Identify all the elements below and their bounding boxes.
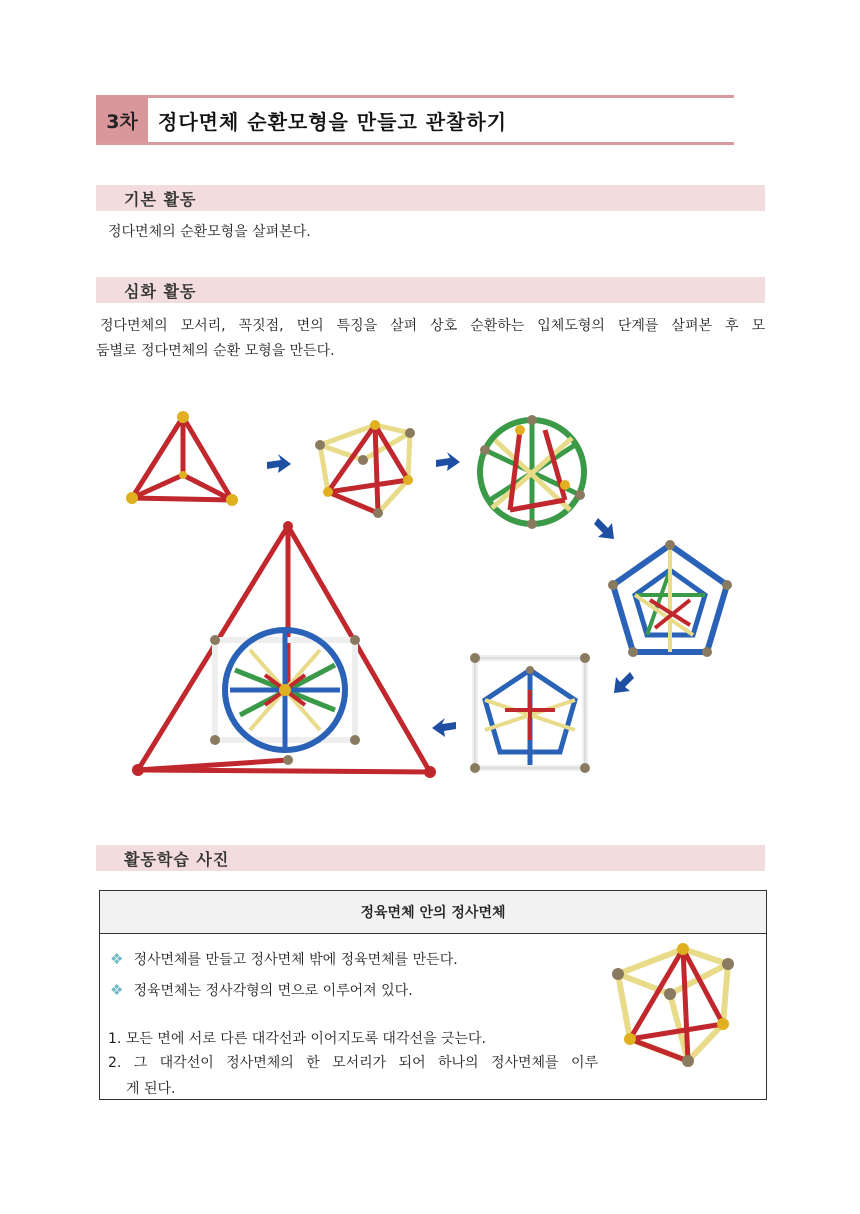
polyhedra-cycle-figure [110, 400, 750, 800]
diamond-bullet-icon: ❖ [110, 981, 124, 999]
session-number: 3차 [96, 95, 148, 145]
advanced-activity-text-line2: 둠별로 정다면체의 순환 모형을 만든다. [96, 343, 335, 359]
arrow-right-icon-2 [436, 452, 460, 471]
title-box [96, 95, 734, 145]
arrow-right-icon [267, 454, 291, 473]
octahedron-cube-model [480, 415, 585, 529]
arrow-down-right-icon [594, 518, 614, 539]
title-bottom-rule [96, 142, 734, 145]
advanced-activity-text-line1: 정다면체의 모서리, 꼭짓점, 면의 특징을 살펴 상호 순환하는 입체도형의 단계를 살펴본 후 모 [100, 318, 765, 334]
basic-activity-text: 정다면체의 순환모형을 살펴본다. [108, 224, 311, 240]
icosahedron-cube-model [470, 653, 590, 773]
arrow-down-left-icon [614, 672, 634, 693]
dodecahedron-model [608, 540, 732, 657]
step-2: 2. 그 대각선이 정사면체의 한 모서리가 되어 하나의 정사면체를 이루 [108, 1055, 598, 1071]
cube-tetrahedron-photo [608, 939, 738, 1069]
bullet-text-2: 정육면체는 정사각형의 면으로 이루어져 있다. [133, 983, 413, 999]
arrow-left-icon [432, 718, 456, 737]
step-1: 1. 모든 면에 서로 다른 대각선과 이어지도록 대각선을 긋는다. [108, 1031, 486, 1047]
bullet-item-1 [110, 949, 458, 969]
bullet-item-2 [110, 980, 413, 1000]
step-2-continued: 게 된다. [126, 1081, 176, 1097]
activity-photo-table [99, 890, 767, 1100]
nested-polyhedra-model [132, 521, 436, 778]
cube-tetrahedron-model [315, 420, 415, 518]
basic-activity-heading [96, 185, 765, 211]
activity-photo-label: 활동학습 사진 [124, 849, 230, 869]
diamond-bullet-icon: ❖ [110, 950, 124, 968]
bullet-text-1: 정사면체를 만들고 정사면체 밖에 정육면체를 만든다. [133, 952, 458, 968]
page-title: 정다면체 순환모형을 만들고 관찰하기 [158, 109, 508, 134]
advanced-activity-heading [96, 277, 765, 303]
advanced-activity-label: 심화 활동 [124, 281, 197, 301]
activity-photo-heading [96, 845, 765, 871]
table-title: 정육면체 안의 정사면체 [100, 891, 766, 934]
basic-activity-label: 기본 활동 [124, 189, 197, 209]
tetrahedron-model [126, 411, 238, 506]
